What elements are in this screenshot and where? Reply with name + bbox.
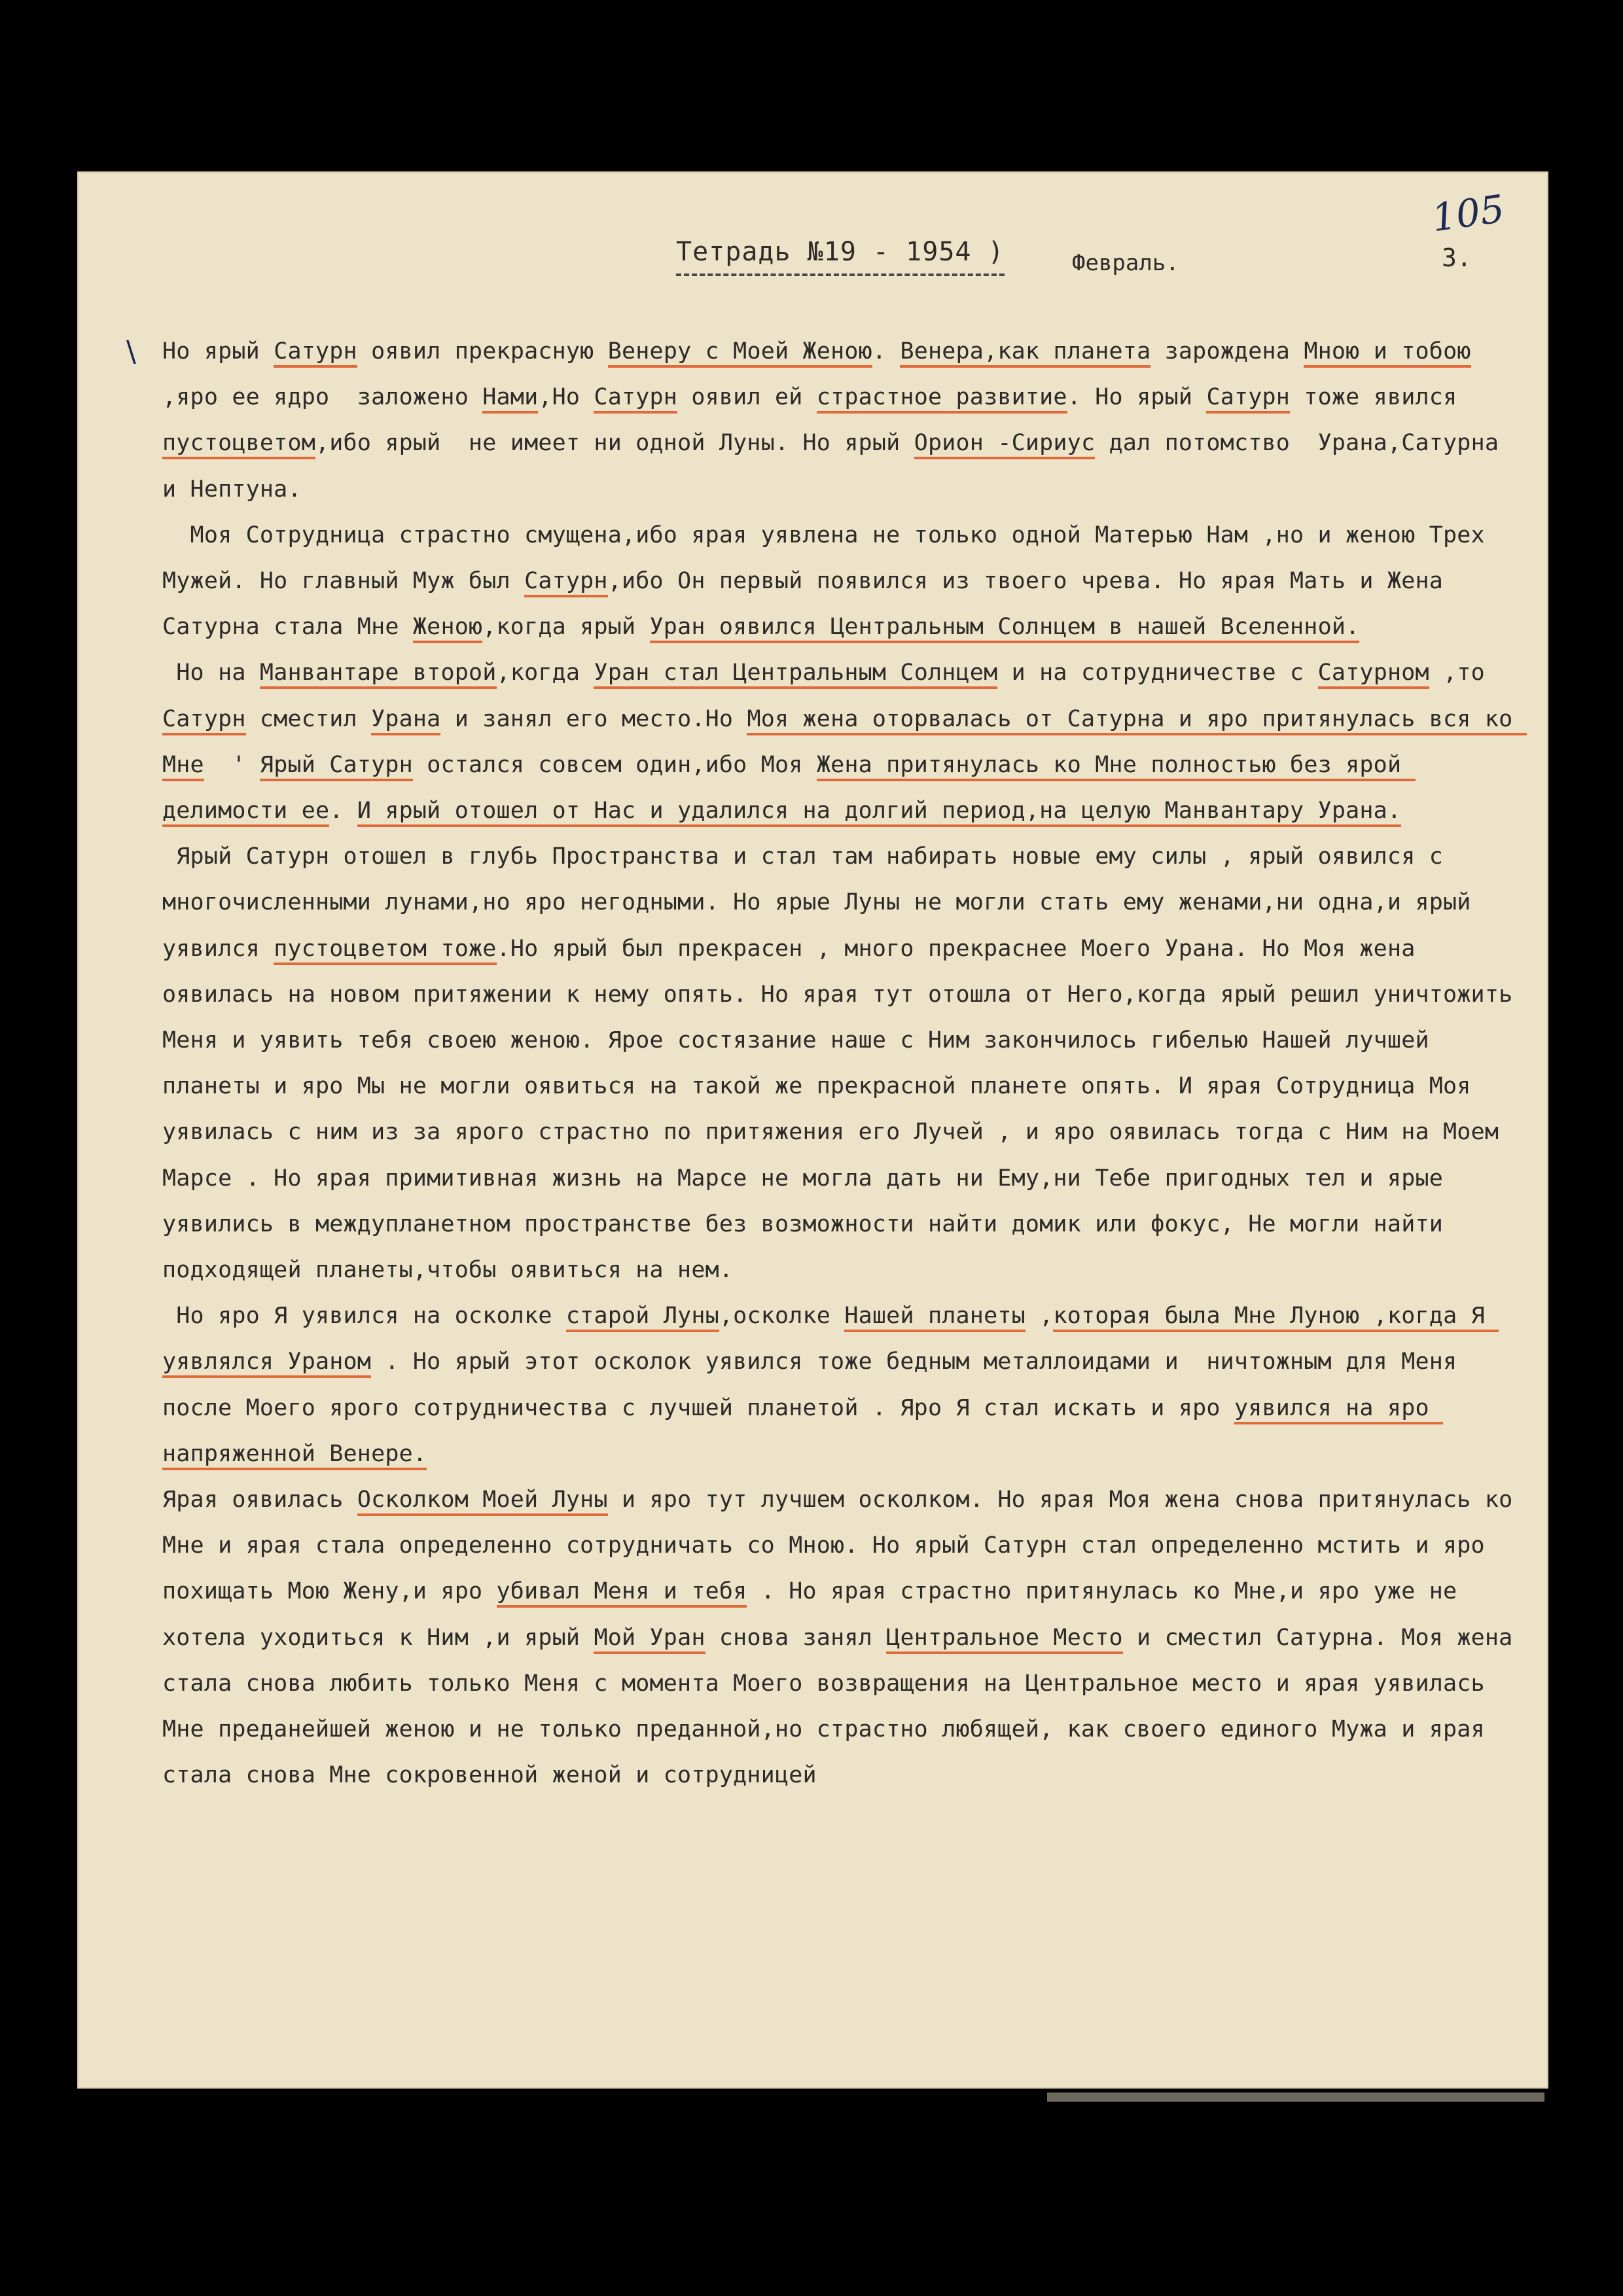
text-run: ,когда bbox=[496, 660, 594, 686]
text-run: остался совсем один,ибо Моя bbox=[412, 751, 817, 778]
paragraph bbox=[162, 650, 1527, 834]
underlined-phrase: Ярый Сатурн bbox=[260, 752, 413, 781]
text-run: сместил bbox=[245, 705, 372, 732]
text-run: ,осколке bbox=[719, 1303, 845, 1330]
text-run: ,когда ярый bbox=[482, 614, 650, 641]
underlined-phrase: Осколком Моей Луны bbox=[357, 1487, 608, 1516]
text-run: оявил ей bbox=[677, 384, 817, 411]
underlined-phrase: Женою bbox=[413, 614, 482, 643]
underlined-phrase: Центральное Место bbox=[886, 1625, 1123, 1654]
text-run: Ярая оявилась bbox=[162, 1487, 357, 1513]
text-run: ' bbox=[204, 751, 260, 778]
underlined-phrase: которая была Мне Луною ,когда Я уявлялся Ураном bbox=[162, 1303, 1499, 1378]
text-run: и занял его место.Но bbox=[440, 705, 747, 732]
page-header bbox=[77, 186, 1548, 315]
underlined-phrase: страстное развитие bbox=[817, 384, 1067, 414]
underlined-phrase: Жена притянулась ко Мне полностью без ярой делимости ее bbox=[162, 752, 1416, 827]
underlined-phrase: И ярый отошел от Нас и удалился на долгий период,на целую Манвантару Урана. bbox=[357, 798, 1401, 827]
underlined-phrase: Венера,как планета bbox=[900, 338, 1150, 368]
document-page bbox=[77, 171, 1548, 2089]
text-run: , bbox=[1025, 1303, 1054, 1330]
text-run: дал потомство Урана,Сатурна и Нептуна. bbox=[162, 430, 1513, 503]
underlined-phrase: Орион -Сириус bbox=[914, 430, 1096, 459]
text-run: ,ибо Он первый появился из твоего чрева. Но ярая Мать и Жена Сатурна стала Мне bbox=[162, 568, 1457, 641]
paragraph bbox=[162, 1293, 1524, 1477]
text-run: тоже явился bbox=[1290, 384, 1471, 411]
paragraph bbox=[162, 512, 1524, 650]
underlined-phrase: Сатурн bbox=[594, 384, 677, 414]
text-run: . bbox=[329, 798, 357, 824]
page-edge-strip bbox=[1047, 2093, 1544, 2102]
text-run: зарождена bbox=[1150, 338, 1304, 364]
underlined-phrase: Сатурн bbox=[274, 338, 357, 368]
text-run: и сместил Сатурна. Моя жена стала снова любить только Меня с момента Моего возвращения на Центральное место и ярая уявилась Мне преданейшей женою и не только преданной,но страстно любящей, как своего единого Мужа и ярая стала снова Мне сокровенной женой и сотрудницей bbox=[162, 1624, 1527, 1789]
month-label: Февраль. bbox=[1072, 250, 1179, 276]
typed-page-number: 3. bbox=[1442, 243, 1472, 272]
text-run: Но яро Я уявился на осколке bbox=[162, 1303, 566, 1330]
text-run: оявил прекрасную bbox=[357, 338, 608, 364]
underlined-phrase: Мною и тобою bbox=[1304, 338, 1471, 368]
underlined-phrase: старой Луны bbox=[566, 1303, 719, 1332]
text-run: и на сотрудничестве с bbox=[997, 660, 1318, 686]
text-run: Но ярый bbox=[162, 338, 274, 364]
text-run: и яро тут лучшем осколком. Но ярая Моя жена снова притянулась ко Мне и ярая стала определенно сотрудничать со Мною. Но ярый Сатурн стал определенно мстить и яро похищать Мою Жену,и яро bbox=[162, 1487, 1527, 1605]
text-run: . Но ярый bbox=[1067, 384, 1207, 411]
text-run: . Но ярый этот осколок уявился тоже бедным металлоидами и ничтожным для Меня после Моего ярого сотрудничества с лучшей планетой . Яро Я стал искать и яро bbox=[162, 1349, 1471, 1421]
underlined-phrase: Уран оявился Центральным Солнцем в нашей Вселенной. bbox=[650, 614, 1360, 643]
underlined-phrase: Мой Уран bbox=[594, 1625, 705, 1654]
underlined-phrase: Урана bbox=[371, 706, 440, 735]
text-run: ,Но bbox=[538, 384, 594, 411]
underlined-phrase: убивал Меня и тебя bbox=[497, 1578, 747, 1608]
text-run: Но на bbox=[162, 660, 260, 686]
text-run: . bbox=[872, 338, 901, 364]
text-run: ,то bbox=[1429, 660, 1499, 686]
paragraph bbox=[162, 328, 1524, 512]
underlined-phrase: Сатурном bbox=[1318, 660, 1429, 689]
underlined-phrase: пустоцветом bbox=[162, 430, 315, 459]
text-run: ,яро ее ядро заложено bbox=[162, 338, 1485, 411]
underlined-phrase: уявился на яро напряженной Венере. bbox=[162, 1395, 1443, 1470]
underlined-phrase: Манвантаре второй bbox=[260, 660, 497, 689]
text-run: ,ибо ярый не имеет ни одной Луны. Но ярый bbox=[315, 430, 914, 457]
notebook-title: Тетрадь №19 - 1954 ) bbox=[676, 237, 1005, 276]
text-run: снова занял bbox=[705, 1624, 887, 1651]
paragraph bbox=[162, 834, 1527, 1293]
underlined-phrase: Сатурн bbox=[162, 706, 246, 735]
margin-mark-icon: \ bbox=[126, 335, 136, 368]
underlined-phrase: Нами bbox=[482, 384, 538, 414]
underlined-phrase: Венеру с Моей Женою bbox=[608, 338, 872, 368]
handwritten-page-number: 105 bbox=[1429, 186, 1507, 241]
underlined-phrase: пустоцветом тоже bbox=[274, 936, 496, 965]
text-run: . Но ярая страстно притянулась ко Мне,и яро уже не хотела уходиться к Ним ,и ярый bbox=[162, 1578, 1471, 1651]
underlined-phrase: Моя жена оторвалась от Сатурна и яро притянулась вся ко Мне bbox=[162, 706, 1527, 781]
text-run: Ярый Сатурн отошел в глубь Пространства и стал там набирать новые ему силы , ярый оявился с многочисленными лунами,но яро негодными. Но ярые Луны не могли стать ему женами,ни одна,и ярый уявился bbox=[162, 843, 1485, 962]
document-body bbox=[162, 328, 1527, 2056]
underlined-phrase: Уран стал Центральным Солнцем bbox=[594, 660, 997, 689]
text-run: Моя Сотрудница страстно смущена,ибо ярая уявлена не только одной Матерью Нам ,но и женою Трех Мужей. Но главный Муж был bbox=[162, 521, 1499, 595]
paragraph bbox=[162, 1477, 1527, 1798]
underlined-phrase: Нашей планеты bbox=[844, 1303, 1026, 1332]
underlined-phrase: Сатурн bbox=[1206, 384, 1290, 414]
text-run: .Но ярый был прекрасен , много прекраснее Моего Урана. Но Моя жена оявилась на новом притяжении к нему опять. Но ярая тут отошла от Него,когда ярый решил уничтожить Меня и уявить тебя своею женою. Ярое состязание наше с Ним закончилось гибелью Нашей лучшей планеты и яро Мы не могли оявиться на такой же прекрасной планете опять. И ярая Сотрудница Моя уявилась с ним из за ярого страстно по притяжения его Лучей , и яро оявилась тогда с Ним на Моем Марсе . Но ярая примитивная жизнь на Марсе не могла дать ни Ему,ни Тебе пригодных тел и ярые уявились в междупланетном пространстве без возможности найти домик или фокус, Не могли найти подходящей планеты,чтобы оявиться на нем. bbox=[162, 935, 1527, 1284]
underlined-phrase: Сатурн bbox=[524, 568, 608, 597]
